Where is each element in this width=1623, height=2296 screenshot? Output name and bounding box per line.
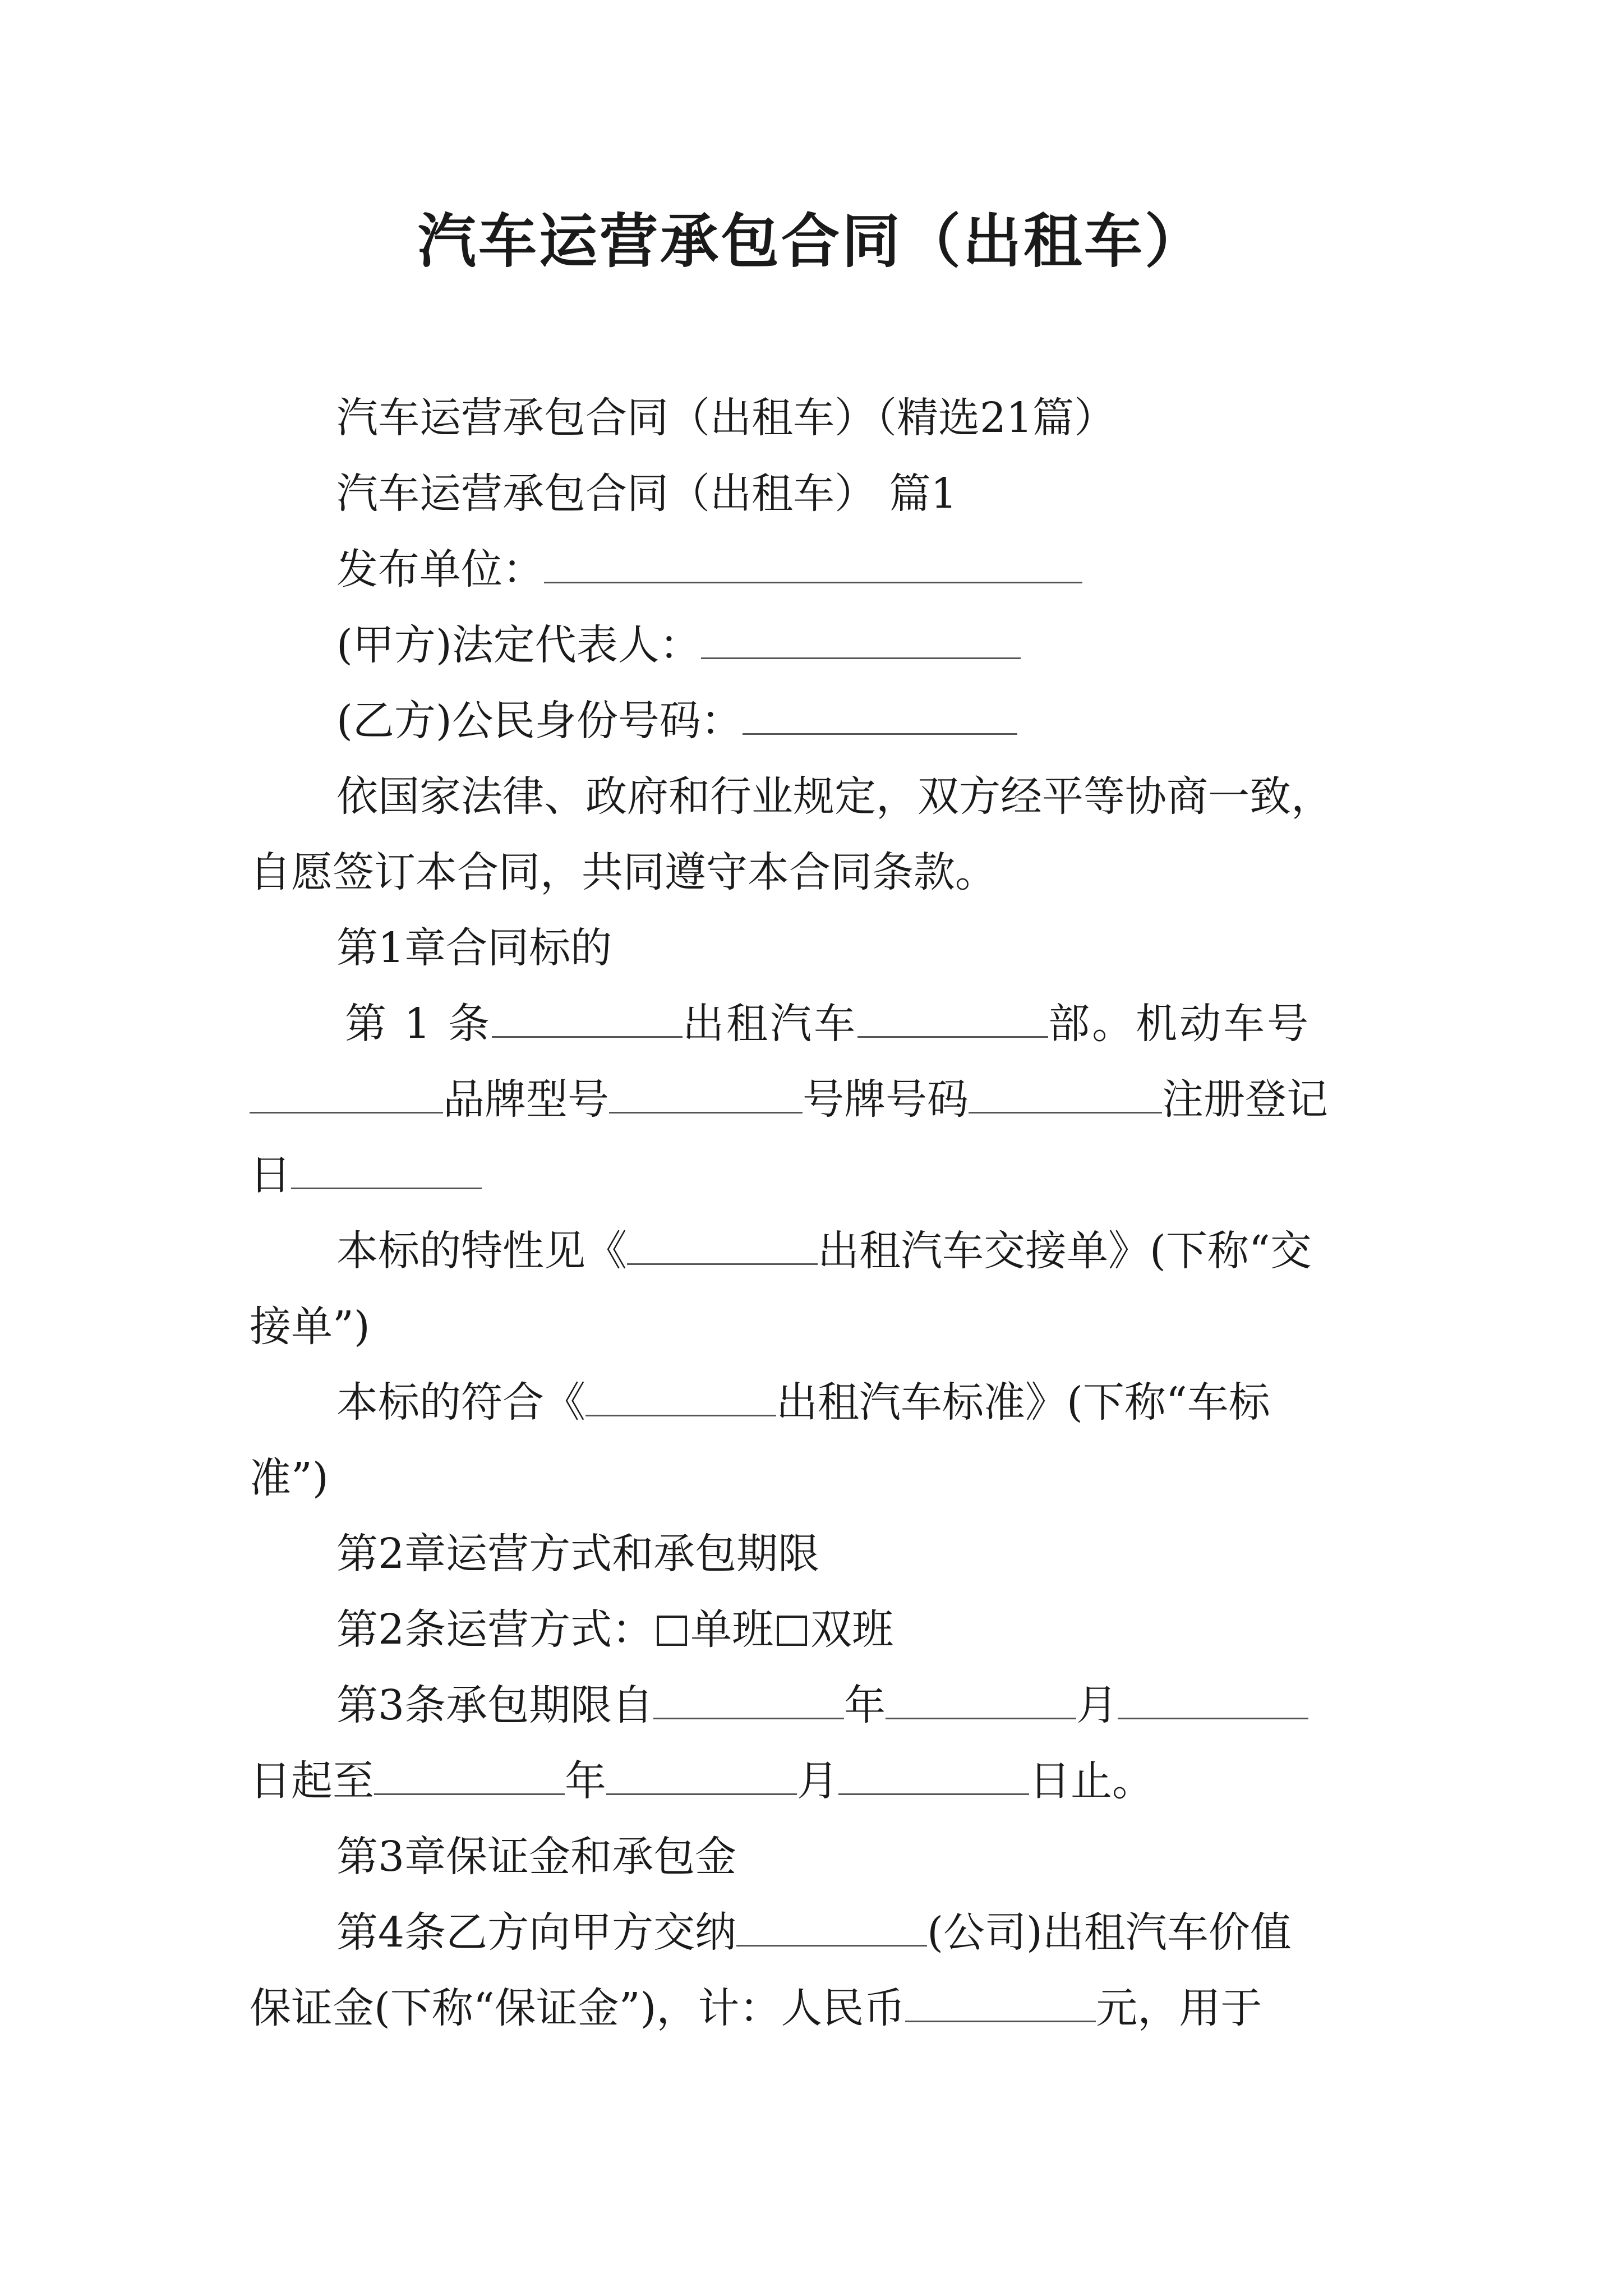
article-1-line-2 xyxy=(250,1069,1328,1130)
chapter-1-heading xyxy=(336,917,612,979)
article-4-text-b: (公司)出租汽车价值 xyxy=(927,1908,1292,1957)
article-3-month: 月 xyxy=(1076,1681,1118,1729)
feature-text-c: 接单”) xyxy=(250,1303,370,1351)
article-3-text-a: 第3条承包期限自 xyxy=(336,1681,654,1729)
article-4-text-d: 元，用于 xyxy=(1096,1984,1262,2032)
publisher-blank xyxy=(544,542,1082,583)
article-2-line xyxy=(336,1599,893,1660)
chapter-2-heading xyxy=(336,1523,819,1585)
article-1-text-f: 注册登记 xyxy=(1162,1075,1328,1124)
standard-line-2 xyxy=(250,1447,329,1509)
article-3-text-c: 日止。 xyxy=(1029,1757,1154,1805)
blank xyxy=(374,1754,565,1795)
single-shift-checkbox[interactable] xyxy=(657,1616,687,1646)
blank xyxy=(627,1224,818,1265)
party-b-blank xyxy=(743,694,1017,735)
chapter-2-text: 第2章运营方式和承包期限 xyxy=(336,1530,820,1578)
article-3-year-2: 年 xyxy=(565,1757,606,1805)
preamble-text-1: 依国家法律、政府和行业规定，双方经平等协商一致， xyxy=(336,772,1332,821)
standard-text-c: 准”) xyxy=(250,1454,329,1502)
blank xyxy=(838,1754,1029,1795)
blank xyxy=(492,997,683,1038)
article-1-text-d: 品牌型号 xyxy=(443,1075,609,1124)
chapter-3-text: 第3章保证金和承包金 xyxy=(336,1833,737,1881)
article-4-line-1 xyxy=(336,1902,1292,1963)
blank xyxy=(886,1678,1076,1719)
party-b-label: (乙方)公民身份号码： xyxy=(336,697,743,745)
party-b-line xyxy=(336,690,1017,752)
blank xyxy=(291,1148,482,1189)
article-3-text-b: 日起至 xyxy=(250,1757,374,1805)
double-shift-label: 双班 xyxy=(810,1605,894,1654)
blank xyxy=(250,1073,443,1114)
blank xyxy=(969,1073,1162,1114)
double-shift-checkbox[interactable] xyxy=(777,1616,807,1646)
preamble-line-1 xyxy=(336,766,1332,827)
blank xyxy=(653,1678,844,1719)
document-title: 汽车运营承包合同（出租车） xyxy=(417,206,1205,275)
article-1-text-e: 号牌号码 xyxy=(803,1075,969,1124)
feature-line-1 xyxy=(336,1220,1312,1282)
blank xyxy=(857,997,1048,1038)
chapter-3-heading xyxy=(336,1826,736,1888)
feature-text-b: 出租汽车交接单》(下称“交 xyxy=(818,1227,1312,1275)
article-4-text-c: 保证金(下称“保证金”)，计：人民币 xyxy=(250,1984,906,2032)
article-1-text-b: 出租汽车 xyxy=(683,1000,858,1048)
article-3-month-2: 月 xyxy=(797,1757,838,1805)
feature-text-a: 本标的特性见《 xyxy=(336,1227,627,1275)
preamble-line-2 xyxy=(250,841,997,903)
article-2-label: 第2条运营方式： xyxy=(336,1605,654,1654)
feature-line-2 xyxy=(250,1296,370,1358)
blank xyxy=(736,1906,927,1947)
publisher-label: 发布单位： xyxy=(336,545,544,593)
preamble-text-2: 自愿签订本合同，共同遵守本合同条款。 xyxy=(250,848,997,896)
blank xyxy=(905,1981,1096,2022)
article-1-text-c: 部。机动车号 xyxy=(1048,1000,1311,1048)
blank xyxy=(606,1754,797,1795)
article-3-year: 年 xyxy=(844,1681,886,1729)
single-shift-label: 单班 xyxy=(690,1605,774,1654)
party-a-blank xyxy=(701,618,1021,659)
chapter-heading-pian1 xyxy=(336,463,957,524)
blank xyxy=(585,1375,776,1416)
standard-text-b: 出租汽车标准》(下称“车标 xyxy=(776,1378,1270,1427)
article-1-text-g: 日 xyxy=(250,1151,291,1199)
article-3-line-1 xyxy=(336,1674,1308,1736)
blank xyxy=(609,1073,803,1114)
article-1-label: 第 1 条 xyxy=(345,1000,492,1048)
article-3-line-2 xyxy=(250,1750,1154,1812)
article-1-line-1 xyxy=(345,993,1311,1055)
article-4-text-a: 第4条乙方向甲方交纳 xyxy=(336,1908,737,1957)
subtitle-selection xyxy=(336,387,1115,449)
publisher-line xyxy=(336,539,1082,600)
standard-line-1 xyxy=(336,1372,1270,1433)
article-4-line-2 xyxy=(250,1977,1262,2039)
party-a-label: (甲方)法定代表人： xyxy=(336,621,701,669)
chapter-1-text: 第1章合同标的 xyxy=(336,924,612,972)
blank xyxy=(1118,1678,1308,1719)
subtitle-text: 汽车运营承包合同（出租车）（精选21篇） xyxy=(336,394,1116,442)
article-1-line-3 xyxy=(250,1144,482,1206)
party-a-line xyxy=(336,614,1021,676)
standard-text-a: 本标的符合《 xyxy=(336,1378,585,1427)
pian-heading-text: 汽车运营承包合同（出租车） 篇1 xyxy=(336,470,957,518)
